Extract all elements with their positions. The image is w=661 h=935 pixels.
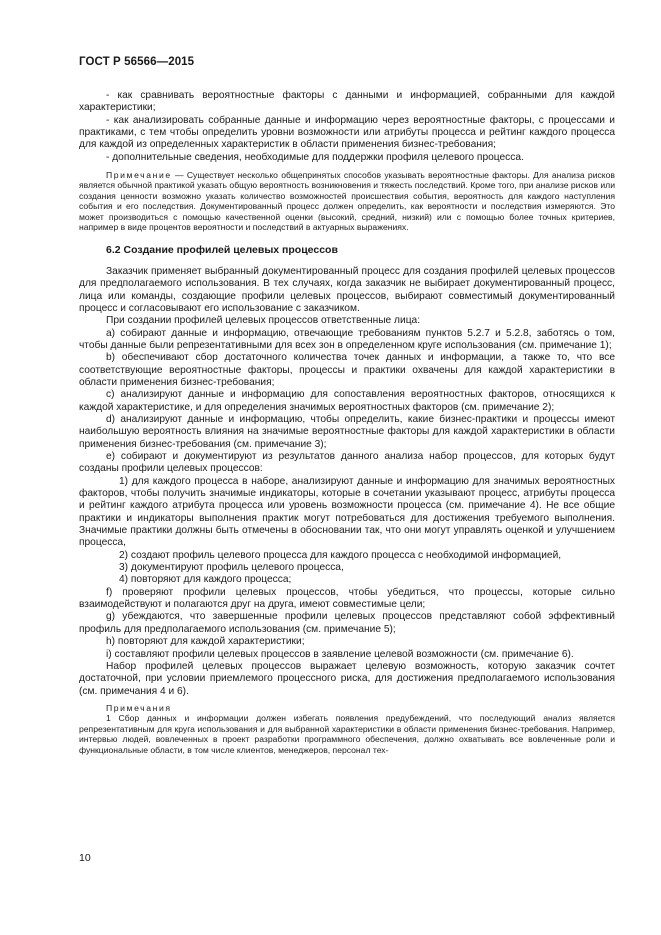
list-item: f) проверяют профили целевых процессов, чтобы убедиться, что процессы, которые сильно взаимодействуют и полагаются друг на друга, имеют совместимые цели; <box>79 586 615 611</box>
list-item: - как сравнивать вероятностные факторы с данными и информацией, собранными для каждой характеристики; <box>79 90 615 114</box>
list-item: - как анализировать собранные данные и информацию через вероятностные факторы, с процессами и практиками, с тем чтобы определить уровни возможности или атрибуты процесса и рейтинг каждого процесса для каждой из определенных характеристик в области применения бизнес-требования; <box>79 114 615 151</box>
list-item: a) собирают данные и информацию, отвечающие требованиям пунктов 5.2.7 и 5.2.8, заботясь о том, чтобы данные были репрезентативными для всех зон в определенном круге использования (см. примечание 1); <box>79 327 615 351</box>
list-item: i) составляют профили целевых процессов в заявление целевой возможности (см. примечание 6). <box>106 648 574 660</box>
sub-list-item: 2) создают профиль целевого процесса для каждого процесса с необходимой информацией, <box>119 549 562 561</box>
note-paragraph <box>79 170 615 232</box>
page-body <box>79 90 615 755</box>
note-label: Примечание <box>106 170 172 181</box>
document-header: ГОСТ Р 56566—2015 <box>79 56 195 68</box>
list-item: e) собирают и документируют из результатов данного анализа набор процессов, для которых будут созданы профили целевых процессов: <box>79 451 615 475</box>
note-item: 1 Сбор данных и информации должен избегать появления предубеждений, что последующий анализ является репрезентативным для круга использования и для выбранной характеристики в области применения бизнес-требования. Например, интервью людей, вовлеченных в проект разработки программного обеспечения, должно охватывать все вовлеченные роли и функциональные области, в том числе клиентов, менеджеров, персонал тех- <box>79 713 615 755</box>
sub-list-item: 3) документируют профиль целевого процесса, <box>119 562 344 574</box>
list-item: d) анализируют данные и информацию, чтобы определить, какие бизнес-практики и процессы имеют наибольшую вероятность влияния на значимые вероятностные факторы для каждой характеристики в области применения бизнес-требования (см. примечание 3); <box>79 413 615 450</box>
paragraph: Набор профилей целевых процессов выражает целевую возможность, которую заказчик сочтет достаточной, при условии приемлемого процессного риска, для достижения предполагаемого использования (см. примечания 4 и 6). <box>79 660 615 697</box>
section-heading: 6.2 Создание профилей целевых процессов <box>106 243 338 256</box>
notes-heading: Примечания <box>106 702 172 713</box>
list-item: b) обеспечивают сбор достаточного количества точек данных и информации, а также то, что все соответствующие вероятностные факторы, процессы и практики охвачены для каждой характеристики в области применения бизнес-требования; <box>79 352 615 388</box>
list-item: h) повторяют для каждой характеристики; <box>106 636 305 648</box>
list-item: g) убеждаются, что завершенные профили целевых процессов представляют собой эффективный профиль для предполагаемого использования (см. примечание 5); <box>79 611 615 635</box>
paragraph: Заказчик применяет выбранный документированный процесс для создания профилей целевых процессов для предполагаемого использования. В тех случаях, когда заказчик не выбирает документированный процесс, лица или команды, создающие профили целевых процессов, выбирают совместимый документированный процесс и согласовывают его использование с заказчиком. <box>79 265 615 314</box>
sub-list-item: 1) для каждого процесса в наборе, анализируют данные и информацию для значимых вероятностных факторов, чтобы получить значимые индикаторы, которые в сочетании указывают процесс, атрибуты процесса и рейтинг каждого атрибута процесса или уровень возможности процесса (см. примечание 4). Не все общие практики и индикаторы выполнения практик могут потребоваться для достижения требуемого выполнения. Значимые практики должны быть отмечены в обосновании так, что они могут управлять оценкой и улучшением процесса, <box>79 475 615 549</box>
page-number: 10 <box>79 852 91 864</box>
list-item: c) анализируют данные и информацию для сопоставления вероятностных факторов, относящихся к каждой характеристике, и для определения значимых вероятностных факторов (см. примечание 2); <box>79 389 615 413</box>
note-text: — Существует несколько общепринятых способов указывать вероятностные факторы. Для анализа рисков является обычной практикой указать общую вероятность возникновения и тяжесть последствий. Кроме того, при анализе рисков или создания ценности возможно указать количество возможностей происшествия события, вероятность для каждого наступления события и его последствия. Документированный процесс должен определить, как вероятности и последствия измеряются. Это может производиться с помощью качественной оценки (высокий, средний, низкий) или с помощью более точных критериев, например в виде процентов вероятности и последствий в актуарных выражениях. <box>79 170 615 233</box>
sub-list-item: 4) повторяют для каждого процесса; <box>119 574 292 586</box>
paragraph: При создании профилей целевых процессов ответственные лица: <box>106 315 421 327</box>
list-item: - дополнительные сведения, необходимые для поддержки профиля целевого процесса. <box>106 151 524 163</box>
